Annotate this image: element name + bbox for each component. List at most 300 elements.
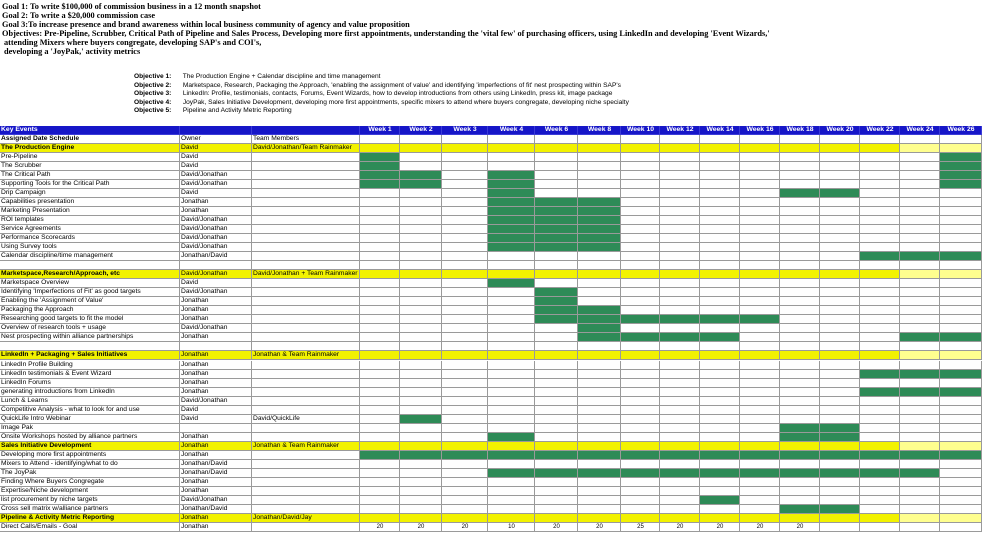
gantt-cell[interactable] xyxy=(360,460,400,469)
owner-cell[interactable] xyxy=(180,261,252,270)
team-cell[interactable] xyxy=(252,216,360,225)
gantt-cell[interactable] xyxy=(860,514,900,523)
gantt-cell[interactable] xyxy=(442,370,488,379)
gantt-cell[interactable] xyxy=(578,433,621,442)
gantt-cell[interactable] xyxy=(621,252,660,261)
gantt-cell-filled[interactable] xyxy=(700,333,740,342)
event-cell[interactable]: Drip Campaign xyxy=(0,189,180,198)
gantt-cell[interactable] xyxy=(900,180,940,189)
gantt-cell[interactable] xyxy=(400,424,442,433)
gantt-cell-filled[interactable] xyxy=(740,451,780,460)
gantt-cell-filled[interactable] xyxy=(400,171,442,180)
owner-cell[interactable]: Jonathan xyxy=(180,351,252,360)
gantt-cell[interactable] xyxy=(578,279,621,288)
gantt-cell-filled[interactable] xyxy=(660,333,700,342)
gantt-cell[interactable] xyxy=(360,406,400,415)
gantt-cell[interactable] xyxy=(535,153,578,162)
gantt-cell[interactable] xyxy=(700,460,740,469)
gantt-cell[interactable] xyxy=(535,189,578,198)
gantt-cell-filled[interactable] xyxy=(488,189,535,198)
gantt-cell[interactable] xyxy=(780,297,820,306)
gantt-cell[interactable] xyxy=(900,351,940,360)
gantt-cell[interactable] xyxy=(700,406,740,415)
gantt-cell[interactable] xyxy=(400,496,442,505)
gantt-cell[interactable] xyxy=(660,351,700,360)
column-header-week[interactable]: Week 24 xyxy=(900,126,940,135)
gantt-cell[interactable] xyxy=(535,397,578,406)
gantt-cell[interactable] xyxy=(780,351,820,360)
gantt-cell[interactable] xyxy=(535,424,578,433)
column-header-week[interactable]: Week 22 xyxy=(860,126,900,135)
gantt-cell[interactable] xyxy=(442,162,488,171)
event-cell[interactable]: Image Pak xyxy=(0,424,180,433)
gantt-cell[interactable] xyxy=(621,415,660,424)
owner-cell[interactable]: David/Jonathan xyxy=(180,234,252,243)
gantt-cell[interactable] xyxy=(820,279,860,288)
gantt-cell[interactable] xyxy=(820,496,860,505)
team-cell[interactable] xyxy=(252,279,360,288)
gantt-cell[interactable] xyxy=(940,144,982,153)
gantt-cell[interactable] xyxy=(488,306,535,315)
gantt-cell[interactable] xyxy=(442,180,488,189)
event-cell[interactable]: Using Survey tools xyxy=(0,243,180,252)
gantt-cell[interactable] xyxy=(488,288,535,297)
gantt-cell[interactable] xyxy=(360,297,400,306)
goal-value-cell[interactable]: 20 xyxy=(535,523,578,532)
gantt-cell[interactable] xyxy=(940,460,982,469)
gantt-cell[interactable] xyxy=(820,261,860,270)
gantt-cell[interactable] xyxy=(940,315,982,324)
gantt-cell[interactable] xyxy=(700,478,740,487)
gantt-cell[interactable] xyxy=(535,388,578,397)
gantt-cell[interactable] xyxy=(700,324,740,333)
event-cell[interactable]: The JoyPak xyxy=(0,469,180,478)
owner-cell[interactable]: Jonathan xyxy=(180,315,252,324)
gantt-cell[interactable] xyxy=(820,397,860,406)
gantt-cell[interactable] xyxy=(820,144,860,153)
gantt-cell-filled[interactable] xyxy=(940,370,982,379)
gantt-cell[interactable] xyxy=(780,415,820,424)
team-cell[interactable] xyxy=(252,379,360,388)
gantt-cell[interactable] xyxy=(488,406,535,415)
gantt-cell[interactable] xyxy=(820,415,860,424)
event-cell[interactable] xyxy=(0,342,180,351)
event-cell[interactable]: Nest prospecting within alliance partnerships xyxy=(0,333,180,342)
gantt-cell[interactable] xyxy=(860,523,900,532)
gantt-cell[interactable] xyxy=(621,406,660,415)
gantt-cell[interactable] xyxy=(442,225,488,234)
gantt-cell[interactable] xyxy=(700,415,740,424)
gantt-cell[interactable] xyxy=(535,496,578,505)
gantt-cell[interactable] xyxy=(900,415,940,424)
gantt-cell[interactable] xyxy=(488,370,535,379)
gantt-cell[interactable] xyxy=(578,144,621,153)
gantt-cell[interactable] xyxy=(900,487,940,496)
gantt-cell[interactable] xyxy=(740,460,780,469)
gantt-cell[interactable] xyxy=(621,478,660,487)
gantt-cell[interactable] xyxy=(900,442,940,451)
gantt-cell[interactable] xyxy=(740,505,780,514)
gantt-cell[interactable] xyxy=(780,162,820,171)
gantt-cell[interactable] xyxy=(621,198,660,207)
gantt-cell[interactable] xyxy=(488,135,535,144)
owner-cell[interactable]: David/Jonathan xyxy=(180,243,252,252)
gantt-cell[interactable] xyxy=(740,288,780,297)
gantt-cell[interactable] xyxy=(860,415,900,424)
gantt-cell[interactable] xyxy=(940,514,982,523)
gantt-cell[interactable] xyxy=(700,207,740,216)
event-cell[interactable]: Mixers to Attend - identifying/what to do xyxy=(0,460,180,469)
gantt-cell[interactable] xyxy=(660,342,700,351)
gantt-cell[interactable] xyxy=(940,424,982,433)
team-cell[interactable] xyxy=(252,207,360,216)
gantt-cell[interactable] xyxy=(535,180,578,189)
gantt-cell[interactable] xyxy=(860,487,900,496)
gantt-cell[interactable] xyxy=(820,171,860,180)
gantt-cell[interactable] xyxy=(740,388,780,397)
owner-cell[interactable]: David xyxy=(180,279,252,288)
event-cell[interactable]: Assigned Date Schedule xyxy=(0,135,180,144)
team-cell[interactable]: David/QuickLife xyxy=(252,415,360,424)
gantt-cell[interactable] xyxy=(535,487,578,496)
gantt-cell[interactable] xyxy=(900,514,940,523)
gantt-cell[interactable] xyxy=(820,225,860,234)
gantt-cell[interactable] xyxy=(860,397,900,406)
gantt-cell[interactable] xyxy=(488,361,535,370)
gantt-cell[interactable] xyxy=(860,478,900,487)
gantt-cell-filled[interactable] xyxy=(535,207,578,216)
gantt-cell-filled[interactable] xyxy=(621,315,660,324)
gantt-cell[interactable] xyxy=(360,505,400,514)
gantt-cell-filled[interactable] xyxy=(488,451,535,460)
gantt-cell[interactable] xyxy=(700,442,740,451)
team-cell[interactable] xyxy=(252,198,360,207)
gantt-cell[interactable] xyxy=(360,469,400,478)
gantt-cell[interactable] xyxy=(860,198,900,207)
gantt-cell[interactable] xyxy=(360,388,400,397)
gantt-cell[interactable] xyxy=(780,225,820,234)
gantt-cell[interactable] xyxy=(660,153,700,162)
gantt-cell[interactable] xyxy=(488,162,535,171)
gantt-cell[interactable] xyxy=(360,370,400,379)
gantt-cell[interactable] xyxy=(400,189,442,198)
gantt-cell[interactable] xyxy=(488,333,535,342)
gantt-cell[interactable] xyxy=(400,243,442,252)
gantt-cell[interactable] xyxy=(621,433,660,442)
gantt-cell[interactable] xyxy=(940,288,982,297)
gantt-cell[interactable] xyxy=(360,270,400,279)
gantt-cell[interactable] xyxy=(740,207,780,216)
gantt-cell[interactable] xyxy=(400,469,442,478)
gantt-cell[interactable] xyxy=(442,324,488,333)
team-cell[interactable] xyxy=(252,460,360,469)
gantt-cell[interactable] xyxy=(442,288,488,297)
gantt-cell[interactable] xyxy=(488,324,535,333)
gantt-cell[interactable] xyxy=(940,496,982,505)
column-header-week[interactable]: Week 1 xyxy=(360,126,400,135)
gantt-cell[interactable] xyxy=(442,433,488,442)
event-cell[interactable]: Onsite Workshops hosted by alliance partners xyxy=(0,433,180,442)
gantt-cell[interactable] xyxy=(442,442,488,451)
team-cell[interactable] xyxy=(252,288,360,297)
column-header-blank[interactable] xyxy=(252,126,360,135)
gantt-cell[interactable] xyxy=(740,279,780,288)
owner-cell[interactable]: Jonathan/David xyxy=(180,505,252,514)
gantt-cell[interactable] xyxy=(900,523,940,532)
gantt-cell[interactable] xyxy=(360,216,400,225)
gantt-cell[interactable] xyxy=(900,225,940,234)
gantt-cell-filled[interactable] xyxy=(535,243,578,252)
gantt-cell[interactable] xyxy=(700,198,740,207)
gantt-cell[interactable] xyxy=(660,370,700,379)
owner-cell[interactable]: Jonathan xyxy=(180,379,252,388)
owner-cell[interactable]: Jonathan xyxy=(180,523,252,532)
gantt-cell-filled[interactable] xyxy=(488,216,535,225)
team-cell[interactable] xyxy=(252,333,360,342)
gantt-cell[interactable] xyxy=(940,189,982,198)
gantt-cell[interactable] xyxy=(535,361,578,370)
gantt-cell[interactable] xyxy=(940,406,982,415)
gantt-cell[interactable] xyxy=(940,324,982,333)
gantt-cell[interactable] xyxy=(400,216,442,225)
team-cell[interactable] xyxy=(252,433,360,442)
gantt-cell[interactable] xyxy=(820,306,860,315)
gantt-cell[interactable] xyxy=(400,324,442,333)
gantt-cell[interactable] xyxy=(535,460,578,469)
gantt-cell-filled[interactable] xyxy=(860,252,900,261)
gantt-cell[interactable] xyxy=(535,342,578,351)
team-cell[interactable] xyxy=(252,189,360,198)
gantt-cell[interactable] xyxy=(820,324,860,333)
gantt-cell[interactable] xyxy=(700,342,740,351)
column-header-week[interactable]: Week 26 xyxy=(940,126,982,135)
gantt-cell-filled[interactable] xyxy=(700,451,740,460)
team-cell[interactable] xyxy=(252,478,360,487)
team-cell[interactable] xyxy=(252,370,360,379)
gantt-cell[interactable] xyxy=(860,460,900,469)
owner-cell[interactable] xyxy=(180,342,252,351)
gantt-cell[interactable] xyxy=(860,216,900,225)
column-header-key-events[interactable]: Key Events xyxy=(0,126,180,135)
gantt-cell[interactable] xyxy=(780,514,820,523)
gantt-cell-filled[interactable] xyxy=(360,162,400,171)
gantt-cell[interactable] xyxy=(442,361,488,370)
gantt-cell-filled[interactable] xyxy=(535,234,578,243)
column-header-week[interactable]: Week 16 xyxy=(740,126,780,135)
gantt-cell[interactable] xyxy=(940,306,982,315)
gantt-cell[interactable] xyxy=(860,270,900,279)
gantt-cell[interactable] xyxy=(488,351,535,360)
gantt-cell[interactable] xyxy=(360,379,400,388)
gantt-cell[interactable] xyxy=(940,225,982,234)
gantt-cell[interactable] xyxy=(860,171,900,180)
gantt-cell[interactable] xyxy=(740,180,780,189)
gantt-cell-filled[interactable] xyxy=(740,469,780,478)
event-cell[interactable]: Overview of research tools + usage xyxy=(0,324,180,333)
gantt-cell-filled[interactable] xyxy=(360,153,400,162)
gantt-cell-filled[interactable] xyxy=(488,469,535,478)
gantt-cell[interactable] xyxy=(360,397,400,406)
gantt-cell[interactable] xyxy=(740,198,780,207)
column-header-week[interactable]: Week 20 xyxy=(820,126,860,135)
gantt-cell-filled[interactable] xyxy=(900,469,940,478)
gantt-cell[interactable] xyxy=(860,243,900,252)
gantt-cell[interactable] xyxy=(860,180,900,189)
gantt-cell[interactable] xyxy=(535,162,578,171)
gantt-cell[interactable] xyxy=(780,216,820,225)
gantt-cell[interactable] xyxy=(940,261,982,270)
gantt-cell[interactable] xyxy=(621,171,660,180)
gantt-cell[interactable] xyxy=(820,388,860,397)
gantt-cell[interactable] xyxy=(535,505,578,514)
gantt-cell[interactable] xyxy=(360,279,400,288)
gantt-cell[interactable] xyxy=(442,487,488,496)
gantt-cell[interactable] xyxy=(700,162,740,171)
gantt-cell[interactable] xyxy=(700,225,740,234)
gantt-cell-filled[interactable] xyxy=(535,288,578,297)
gantt-cell[interactable] xyxy=(860,361,900,370)
event-cell[interactable]: The Scrubber xyxy=(0,162,180,171)
gantt-cell[interactable] xyxy=(621,370,660,379)
gantt-cell[interactable] xyxy=(660,162,700,171)
gantt-cell[interactable] xyxy=(578,361,621,370)
gantt-cell-filled[interactable] xyxy=(700,469,740,478)
gantt-cell[interactable] xyxy=(400,361,442,370)
gantt-cell[interactable] xyxy=(442,397,488,406)
gantt-cell-filled[interactable] xyxy=(488,207,535,216)
gantt-cell[interactable] xyxy=(488,315,535,324)
gantt-cell[interactable] xyxy=(740,397,780,406)
gantt-cell[interactable] xyxy=(578,496,621,505)
gantt-cell[interactable] xyxy=(400,505,442,514)
gantt-cell[interactable] xyxy=(820,180,860,189)
owner-cell[interactable]: Jonathan xyxy=(180,451,252,460)
owner-cell[interactable]: Jonathan/David xyxy=(180,469,252,478)
gantt-cell[interactable] xyxy=(621,514,660,523)
gantt-cell[interactable] xyxy=(578,180,621,189)
gantt-cell[interactable] xyxy=(578,171,621,180)
gantt-cell[interactable] xyxy=(740,406,780,415)
gantt-cell[interactable] xyxy=(940,433,982,442)
gantt-cell[interactable] xyxy=(660,505,700,514)
gantt-cell[interactable] xyxy=(400,514,442,523)
gantt-cell[interactable] xyxy=(578,397,621,406)
gantt-cell[interactable] xyxy=(900,279,940,288)
gantt-cell[interactable] xyxy=(400,135,442,144)
gantt-cell[interactable] xyxy=(940,487,982,496)
gantt-cell[interactable] xyxy=(621,388,660,397)
gantt-cell[interactable] xyxy=(488,252,535,261)
gantt-cell[interactable] xyxy=(900,315,940,324)
gantt-cell-filled[interactable] xyxy=(660,469,700,478)
gantt-cell[interactable] xyxy=(660,171,700,180)
gantt-cell[interactable] xyxy=(940,279,982,288)
team-cell[interactable] xyxy=(252,153,360,162)
gantt-cell[interactable] xyxy=(700,234,740,243)
gantt-cell[interactable] xyxy=(488,270,535,279)
gantt-cell[interactable] xyxy=(488,415,535,424)
gantt-cell[interactable] xyxy=(860,225,900,234)
team-cell[interactable] xyxy=(252,469,360,478)
gantt-cell[interactable] xyxy=(820,135,860,144)
event-cell[interactable]: QuickLife Intro Webinar xyxy=(0,415,180,424)
column-header-week[interactable]: Week 10 xyxy=(621,126,660,135)
gantt-cell[interactable] xyxy=(442,207,488,216)
gantt-cell[interactable] xyxy=(400,261,442,270)
gantt-cell[interactable] xyxy=(900,379,940,388)
owner-cell[interactable]: Jonathan/David xyxy=(180,252,252,261)
owner-cell[interactable]: David/Jonathan xyxy=(180,288,252,297)
owner-cell[interactable]: David xyxy=(180,415,252,424)
gantt-cell[interactable] xyxy=(780,487,820,496)
gantt-cell[interactable] xyxy=(360,243,400,252)
gantt-cell[interactable] xyxy=(442,342,488,351)
gantt-cell[interactable] xyxy=(740,496,780,505)
gantt-cell[interactable] xyxy=(820,153,860,162)
gantt-cell[interactable] xyxy=(360,315,400,324)
gantt-cell[interactable] xyxy=(660,207,700,216)
goal-value-cell[interactable]: 20 xyxy=(740,523,780,532)
event-cell[interactable]: generating introductions from LinkedIn xyxy=(0,388,180,397)
gantt-cell[interactable] xyxy=(442,135,488,144)
gantt-cell[interactable] xyxy=(900,496,940,505)
gantt-cell[interactable] xyxy=(940,135,982,144)
gantt-cell[interactable] xyxy=(360,261,400,270)
gantt-cell-filled[interactable] xyxy=(488,279,535,288)
gantt-cell[interactable] xyxy=(780,333,820,342)
gantt-cell-filled[interactable] xyxy=(400,415,442,424)
gantt-cell[interactable] xyxy=(535,442,578,451)
gantt-cell[interactable] xyxy=(442,198,488,207)
gantt-cell[interactable] xyxy=(442,469,488,478)
gantt-cell[interactable] xyxy=(400,333,442,342)
gantt-cell[interactable] xyxy=(700,171,740,180)
gantt-cell[interactable] xyxy=(621,351,660,360)
gantt-cell[interactable] xyxy=(360,144,400,153)
event-cell[interactable]: Researching good targets to fit the model xyxy=(0,315,180,324)
gantt-cell-filled[interactable] xyxy=(488,225,535,234)
gantt-cell[interactable] xyxy=(940,207,982,216)
gantt-cell[interactable] xyxy=(442,505,488,514)
gantt-cell[interactable] xyxy=(860,379,900,388)
gantt-cell-filled[interactable] xyxy=(578,306,621,315)
gantt-cell[interactable] xyxy=(488,487,535,496)
gantt-cell-filled[interactable] xyxy=(780,424,820,433)
event-cell[interactable]: LinkedIn testimonials & Event Wizard xyxy=(0,370,180,379)
gantt-cell-filled[interactable] xyxy=(360,180,400,189)
gantt-cell-filled[interactable] xyxy=(940,451,982,460)
gantt-cell[interactable] xyxy=(700,252,740,261)
event-cell[interactable]: Marketspace Overview xyxy=(0,279,180,288)
gantt-cell[interactable] xyxy=(740,234,780,243)
gantt-cell[interactable] xyxy=(820,234,860,243)
gantt-cell-filled[interactable] xyxy=(535,451,578,460)
gantt-cell[interactable] xyxy=(900,505,940,514)
event-cell[interactable]: The Production Engine xyxy=(0,144,180,153)
gantt-cell[interactable] xyxy=(900,189,940,198)
owner-cell[interactable]: David/Jonathan xyxy=(180,324,252,333)
team-cell[interactable] xyxy=(252,234,360,243)
owner-cell[interactable]: David/Jonathan xyxy=(180,270,252,279)
gantt-cell[interactable] xyxy=(740,415,780,424)
gantt-cell[interactable] xyxy=(400,270,442,279)
gantt-cell[interactable] xyxy=(488,505,535,514)
gantt-cell[interactable] xyxy=(820,370,860,379)
gantt-cell[interactable] xyxy=(860,288,900,297)
gantt-cell[interactable] xyxy=(535,171,578,180)
gantt-cell[interactable] xyxy=(700,189,740,198)
gantt-cell[interactable] xyxy=(700,433,740,442)
